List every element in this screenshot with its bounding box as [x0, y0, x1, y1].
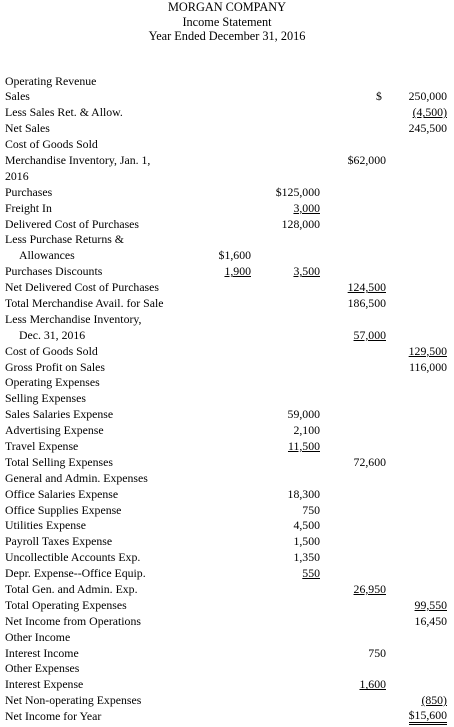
- row-freight-in: Freight In 3,000: [5, 200, 320, 215]
- row-net-income-operations: Net Income from Operations 16,450: [5, 613, 447, 628]
- statement-period: Year Ended December 31, 2016: [148, 29, 306, 43]
- row-dec-31: Dec. 31, 2016 57,000: [19, 327, 386, 342]
- row-other-expenses: Other Expenses: [5, 661, 80, 676]
- row-cogs-total: Cost of Goods Sold 129,500: [5, 343, 447, 358]
- row-total-operating: Total Operating Expenses 99,550: [5, 597, 447, 612]
- row-delivered-cost: Delivered Cost of Purchases 128,000: [5, 216, 320, 231]
- row-merch-inventory-year: 2016: [5, 168, 29, 183]
- row-purchases: Purchases $125,000: [5, 184, 320, 199]
- row-office-salaries: Office Salaries Expense 18,300: [5, 486, 320, 501]
- row-operating-revenue: Operating Revenue: [5, 73, 97, 88]
- row-general-admin: General and Admin. Expenses: [5, 470, 148, 485]
- row-uncollectible: Uncollectible Accounts Exp. 1,350: [5, 550, 320, 565]
- row-merch-inventory-jan: Merchandise Inventory, Jan. 1, $62,000: [5, 152, 386, 167]
- statement-title: Income Statement: [182, 14, 272, 29]
- row-operating-expenses: Operating Expenses: [5, 375, 100, 390]
- row-purchases-discounts: Purchases Discounts 1,900 3,500: [5, 264, 320, 279]
- row-travel: Travel Expense 11,500: [5, 438, 320, 453]
- row-office-supplies: Office Supplies Expense 750: [5, 502, 320, 517]
- row-total-gen-admin: Total Gen. and Admin. Exp. 26,950: [5, 582, 386, 596]
- row-depreciation: Depr. Expense--Office Equip. 550: [5, 566, 320, 581]
- row-other-income: Other Income: [5, 629, 71, 644]
- row-net-sales: Net Sales 245,500: [5, 121, 447, 136]
- row-net-delivered-cost: Net Delivered Cost of Purchases 124,500: [5, 280, 386, 295]
- row-interest-expense: Interest Expense 1,600: [5, 677, 386, 692]
- row-less-sales-returns: Less Sales Ret. & Allow. (4,500): [5, 105, 447, 120]
- row-advertising: Advertising Expense 2,100: [5, 423, 320, 438]
- row-net-non-operating: Net Non-operating Expenses (850): [5, 693, 447, 708]
- statement-header: [0, 0, 454, 44]
- row-total-selling: Total Selling Expenses 72,600: [5, 454, 386, 469]
- row-net-income-year: Net Income for Year $15,600: [5, 708, 447, 724]
- row-total-merch-avail: Total Merchandise Avail. for Sale 186,500: [5, 295, 386, 310]
- row-sales-salaries: Sales Salaries Expense 59,000: [5, 407, 320, 422]
- row-allowances: Allowances $1,600: [19, 248, 251, 263]
- row-less-merch-inventory: Less Merchandise Inventory,: [5, 311, 142, 326]
- row-utilities: Utilities Expense 4,500: [5, 518, 320, 533]
- row-less-purchase-returns: Less Purchase Returns &: [5, 232, 124, 247]
- row-payroll-taxes: Payroll Taxes Expense 1,500: [5, 534, 320, 549]
- row-sales: Sales $ 250,000: [5, 89, 447, 104]
- company-name: MORGAN COMPANY: [167, 0, 287, 14]
- row-cogs-header: Cost of Goods Sold: [5, 137, 98, 152]
- row-selling-expenses: Selling Expenses: [5, 391, 86, 406]
- row-gross-profit: Gross Profit on Sales 116,000: [5, 359, 447, 374]
- row-interest-income: Interest Income 750: [5, 645, 386, 660]
